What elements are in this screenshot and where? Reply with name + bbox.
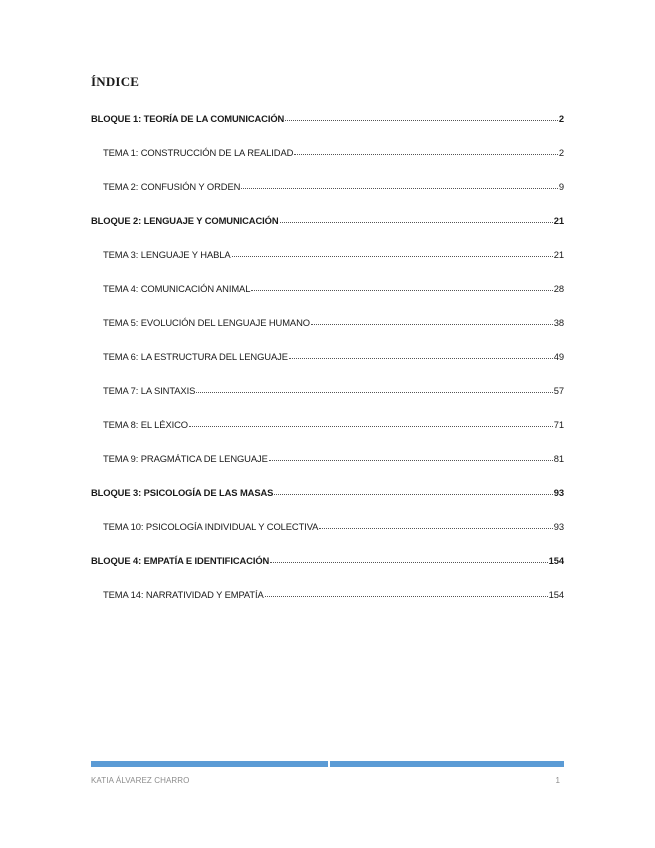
toc-leader	[241, 180, 558, 189]
footer-page-number: 1	[555, 776, 560, 785]
toc-entry-page: 49	[553, 351, 564, 362]
toc-entry-label: TEMA 6: LA ESTRUCTURA DEL LENGUAJE	[103, 351, 288, 362]
toc-entry-page: 71	[553, 419, 564, 430]
toc-entry-label: BLOQUE 4: EMPATÍA E IDENTIFICACIÓN	[91, 555, 270, 566]
toc-leader	[294, 146, 558, 155]
toc-entry-label: TEMA 4: COMUNICACIÓN ANIMAL	[103, 283, 251, 294]
toc-leader	[270, 554, 547, 563]
index-title: ÍNDICE	[91, 74, 140, 89]
toc-entry-label: BLOQUE 2: LENGUAJE Y COMUNICACIÓN	[91, 215, 279, 226]
toc-entry-page: 81	[553, 453, 564, 464]
toc-entry-block-4[interactable]	[91, 555, 564, 569]
toc-entry-label: TEMA 8: EL LÉXICO	[103, 419, 188, 430]
toc-leader	[251, 282, 552, 291]
toc-entry-tema-14[interactable]	[103, 589, 564, 603]
toc-entry-label: TEMA 14: NARRATIVIDAD Y EMPATÍA	[103, 589, 264, 600]
toc-entry-tema-5[interactable]	[103, 317, 564, 331]
toc-entry-block-1[interactable]	[91, 113, 564, 127]
toc-entry-label: TEMA 2: CONFUSIÓN Y ORDEN	[103, 181, 241, 192]
toc-entry-page: 21	[553, 249, 564, 260]
toc-entry-page: 28	[553, 283, 564, 294]
toc-entry-tema-8[interactable]	[103, 419, 564, 433]
toc-entry-page: 2	[558, 147, 564, 158]
toc-entry-page: 93	[553, 487, 564, 498]
toc-leader	[274, 486, 552, 495]
toc-entry-page: 21	[553, 215, 564, 226]
toc-leader	[189, 418, 553, 427]
toc-entry-label: TEMA 1: CONSTRUCCIÓN DE LA REALIDAD	[103, 147, 294, 158]
toc-entry-page: 38	[553, 317, 564, 328]
toc-entry-label: TEMA 5: EVOLUCIÓN DEL LENGUAJE HUMANO	[103, 317, 310, 328]
toc-leader	[285, 112, 558, 121]
toc-entry-page: 57	[553, 385, 564, 396]
toc-entry-label: BLOQUE 1: TEORÍA DE LA COMUNICACIÓN	[91, 113, 285, 124]
toc-leader	[280, 214, 553, 223]
toc-entry-tema-7[interactable]	[103, 385, 564, 399]
toc-leader	[232, 248, 553, 257]
toc-entry-page: 93	[553, 521, 564, 532]
toc-entry-page: 154	[548, 589, 564, 600]
toc-leader	[265, 588, 548, 597]
toc-entry-page: 2	[558, 113, 564, 124]
toc-leader	[269, 452, 553, 461]
toc-leader	[319, 520, 552, 529]
toc-entry-tema-6[interactable]	[103, 351, 564, 365]
toc-entry-label: TEMA 3: LENGUAJE Y HABLA	[103, 249, 231, 260]
toc-entry-block-3[interactable]	[91, 487, 564, 501]
toc-entry-label: TEMA 7: LA SINTAXIS	[103, 385, 196, 396]
toc-entry-page: 154	[548, 555, 564, 566]
toc-entry-tema-9[interactable]	[103, 453, 564, 467]
footer-author: KATIA ÁLVAREZ CHARRO	[91, 776, 190, 785]
toc-entry-tema-3[interactable]	[103, 249, 564, 263]
toc-entry-block-2[interactable]	[91, 215, 564, 229]
toc-leader	[196, 384, 553, 393]
toc-entry-tema-10[interactable]	[103, 521, 564, 535]
toc-leader	[289, 350, 553, 359]
toc-entry-label: TEMA 10: PSICOLOGÍA INDIVIDUAL Y COLECTIVA	[103, 521, 319, 532]
toc-entry-tema-1[interactable]	[103, 147, 564, 161]
toc-entry-tema-4[interactable]	[103, 283, 564, 297]
toc-entry-tema-2[interactable]	[103, 181, 564, 195]
toc-entry-label: BLOQUE 3: PSICOLOGÍA DE LAS MASAS	[91, 487, 274, 498]
footer-rule	[91, 761, 564, 767]
toc-leader	[311, 316, 553, 325]
toc-entry-label: TEMA 9: PRAGMÁTICA DE LENGUAJE	[103, 453, 268, 464]
footer-rule-seam	[328, 761, 330, 767]
toc-entry-page: 9	[558, 181, 564, 192]
